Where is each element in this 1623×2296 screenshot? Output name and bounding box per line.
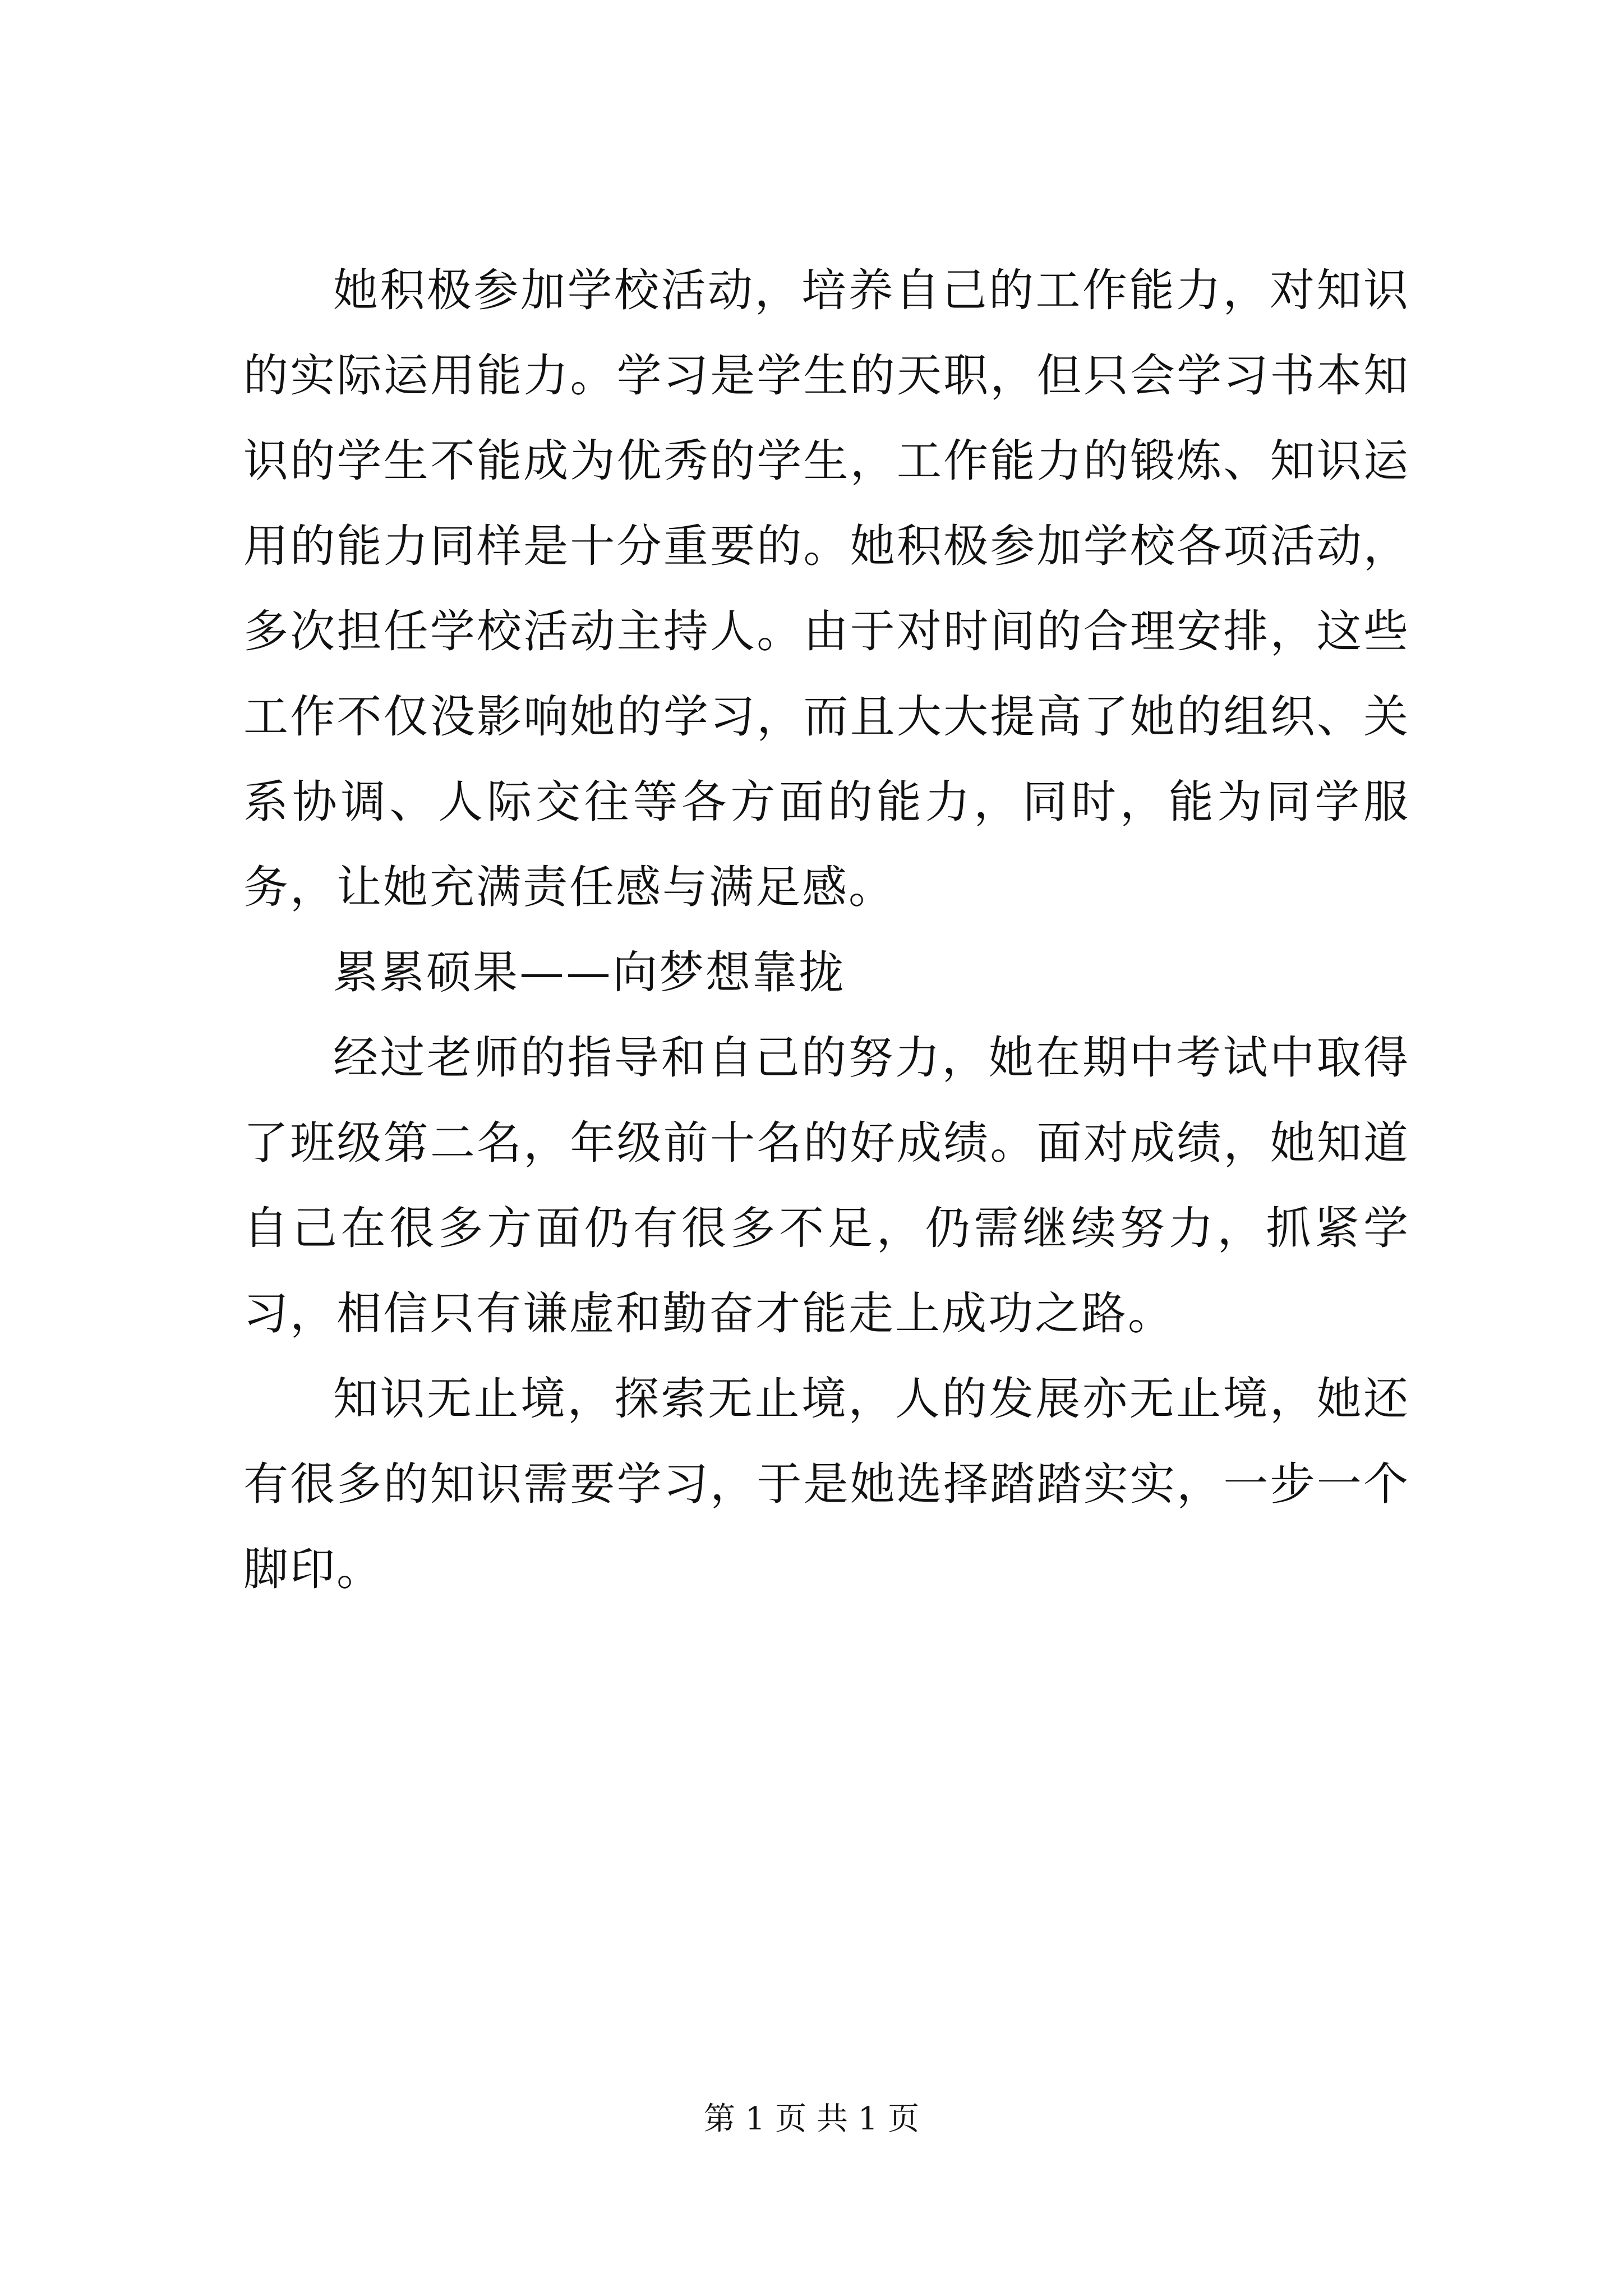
paragraph-activities: 她积极参加学校活动，培养自己的工作能力，对知识的实际运用能力。学习是学生的天职，但只会学习书本知识的学生不能成为优秀的学生，工作能力的锻炼、知识运用的能力同样是十分重要的。她积极参加学校各项活动，多次担任学校活动主持人。由于对时间的合理安排，这些工作不仅没影响她的学习，而且大大提高了她的组织、关系协调、人际交往等各方面的能力，同时，能为同学服务，让她充满责任感与满足感。 bbox=[243, 264, 1410, 913]
paragraph-achievements: 经过老师的指导和自己的努力，她在期中考试中取得了班级第二名，年级前十名的好成绩。面对成绩，她知道自己在很多方面仍有很多不足，仍需继续努力，抓紧学习，相信只有谦虚和勤奋才能走上成功之路。 bbox=[243, 1032, 1410, 1340]
page-number-footer: 第 1 页 共 1 页 bbox=[703, 2101, 920, 2137]
paragraph-conclusion: 知识无止境，探索无止境，人的发展亦无止境，她还有很多的知识需要学习，于是她选择踏踏实实，一步一个脚印。 bbox=[243, 1373, 1410, 1595]
document-body bbox=[243, 248, 1410, 1612]
section-heading: 累累硕果——向梦想靠拢 bbox=[333, 946, 845, 999]
